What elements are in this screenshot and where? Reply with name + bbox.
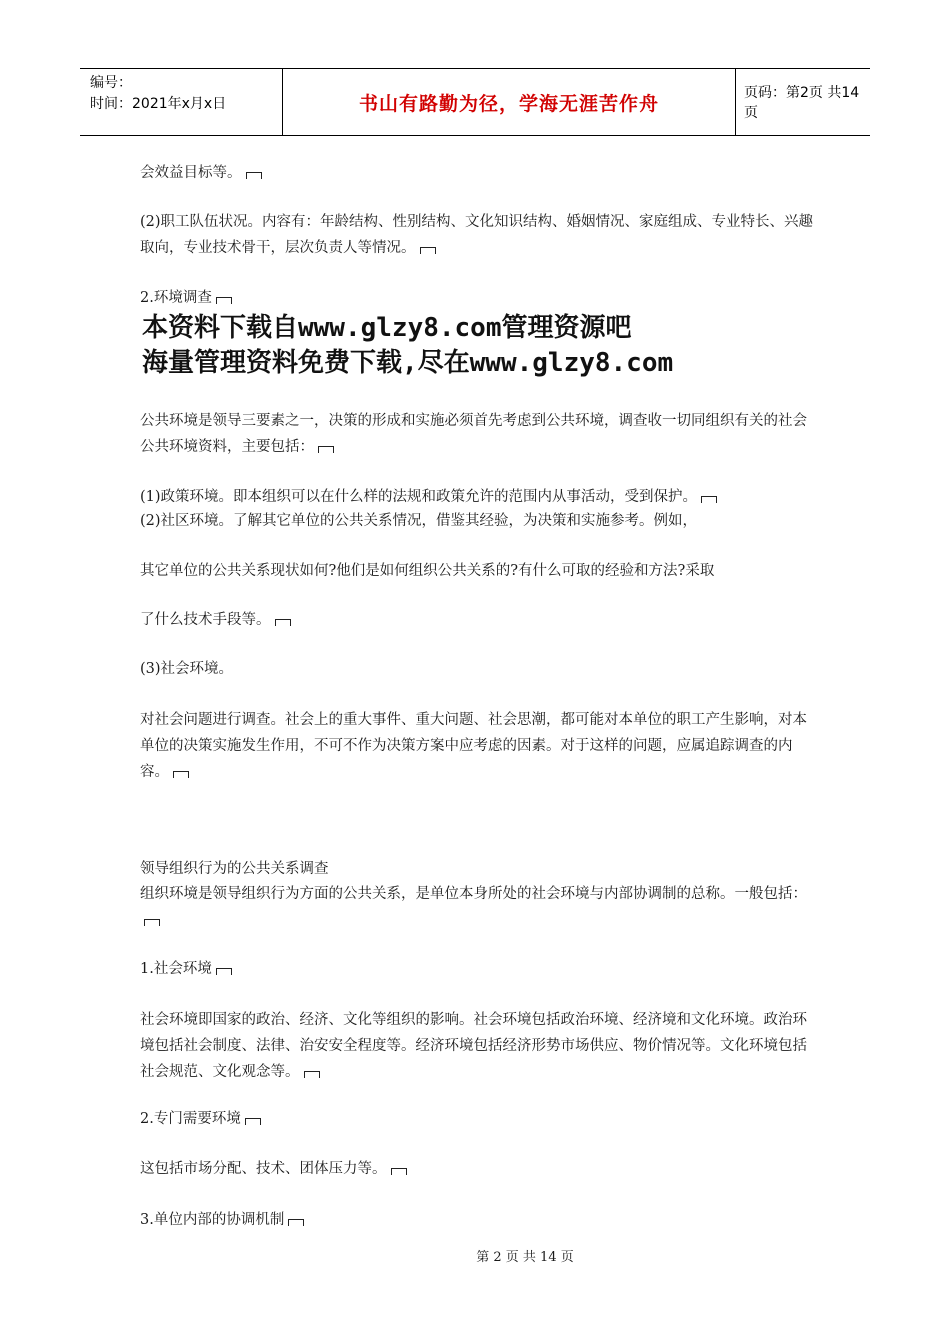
paragraph-15: 2.专门需要环境 — [140, 1106, 820, 1132]
paragraph-16: 这包括市场分配、技术、团体压力等。 — [140, 1156, 820, 1182]
header-left-cell — [80, 69, 282, 135]
paragraph-mark-icon — [288, 1219, 304, 1226]
paragraph-7: 其它单位的公共关系现状如何?他们是如何组织公共关系的?有什么可取的经验和方法?采取 — [140, 563, 715, 579]
paragraph-mark-icon — [246, 172, 262, 179]
paragraph-4: 公共环境是领导三要素之一，决策的形成和实施必须首先考虑到公共环境，调查收一切同组织有关的社会公共环境资料，主要包括： — [140, 413, 807, 455]
paragraph-10: 对社会问题进行调查。社会上的重大事件、重大问题、社会思潮，都可能对本单位的职工产生影响，对本单位的决策实施发生作用，不可不作为决策方案中应考虑的因素。对于这样的问题，应属追踪调查的内容。 — [140, 712, 807, 780]
paragraph-2: (2)职工队伍状况。内容有：年龄结构、性别结构、文化知识结构、婚姻情况、家庭组成、专业特长、兴趣取向，专业技术骨干，层次负责人等情况。 — [140, 214, 814, 256]
header-motto: 书山有路勤为径，学海无涯苦作舟 — [358, 92, 659, 115]
paragraph-mark-icon — [173, 771, 189, 778]
paragraph-5: (1)政策环境。即本组织可以在什么样的法规和政策允许的范围内从事活动，受到保护。 — [140, 484, 820, 510]
header-motto-cell — [282, 69, 736, 135]
paragraph-mark-icon — [701, 496, 717, 503]
paragraph-9: (3)社会环境。 — [140, 661, 234, 677]
paragraph-3: 2.环境调查 — [140, 285, 820, 311]
paragraph-mark-icon — [144, 919, 160, 926]
paragraph-mark-icon — [318, 446, 334, 453]
paragraph-mark-icon — [216, 297, 232, 304]
paragraph-mark-icon — [420, 247, 436, 254]
paragraph-8: 了什么技术手段等。 — [140, 607, 820, 633]
document-time-label: 时间：2021年x月x日 — [90, 96, 227, 112]
download-banner-line-1: 本资料下载自www.glzy8.com管理资源吧 — [142, 313, 632, 343]
paragraph-mark-icon — [245, 1118, 261, 1125]
paragraph-14: 社会环境即国家的政治、经济、文化等组织的影响。社会环境包括政治环境、经济境和文化环境。政治环境包括社会制度、法律、治安安全程度等。经济环境包括经济形势市场供应、物价情况等。文化环境包括社会规范、文化观念等。 — [140, 1012, 807, 1080]
paragraph-13: 1.社会环境 — [140, 956, 820, 982]
paragraph-mark-icon — [304, 1071, 320, 1078]
header-page-info: 页码：第2页 共14页 — [744, 85, 860, 121]
page-header — [80, 68, 870, 136]
page-footer: 第 2 页 共 14 页 — [476, 1250, 574, 1265]
document-number-label: 编号： — [90, 75, 132, 91]
paragraph-mark-icon — [391, 1168, 407, 1175]
paragraph-1: 会效益目标等。 — [140, 160, 820, 186]
paragraph-17: 3.单位内部的协调机制 — [140, 1207, 820, 1233]
paragraph-11: 领导组织行为的公共关系调查 — [140, 861, 329, 877]
header-page-info-cell — [736, 69, 870, 135]
paragraph-mark-icon — [216, 968, 232, 975]
paragraph-mark-icon — [275, 619, 291, 626]
paragraph-6: (2)社区环境。了解其它单位的公共关系情况，借鉴其经验，为决策和实施参考。例如， — [140, 513, 698, 529]
paragraph-12: 组织环境是领导组织行为方面的公共关系，是单位本身所处的社会环境与内部协调制的总称。一般包括： — [140, 881, 820, 933]
download-banner-line-2: 海量管理资料免费下载,尽在www.glzy8.com — [142, 348, 674, 378]
